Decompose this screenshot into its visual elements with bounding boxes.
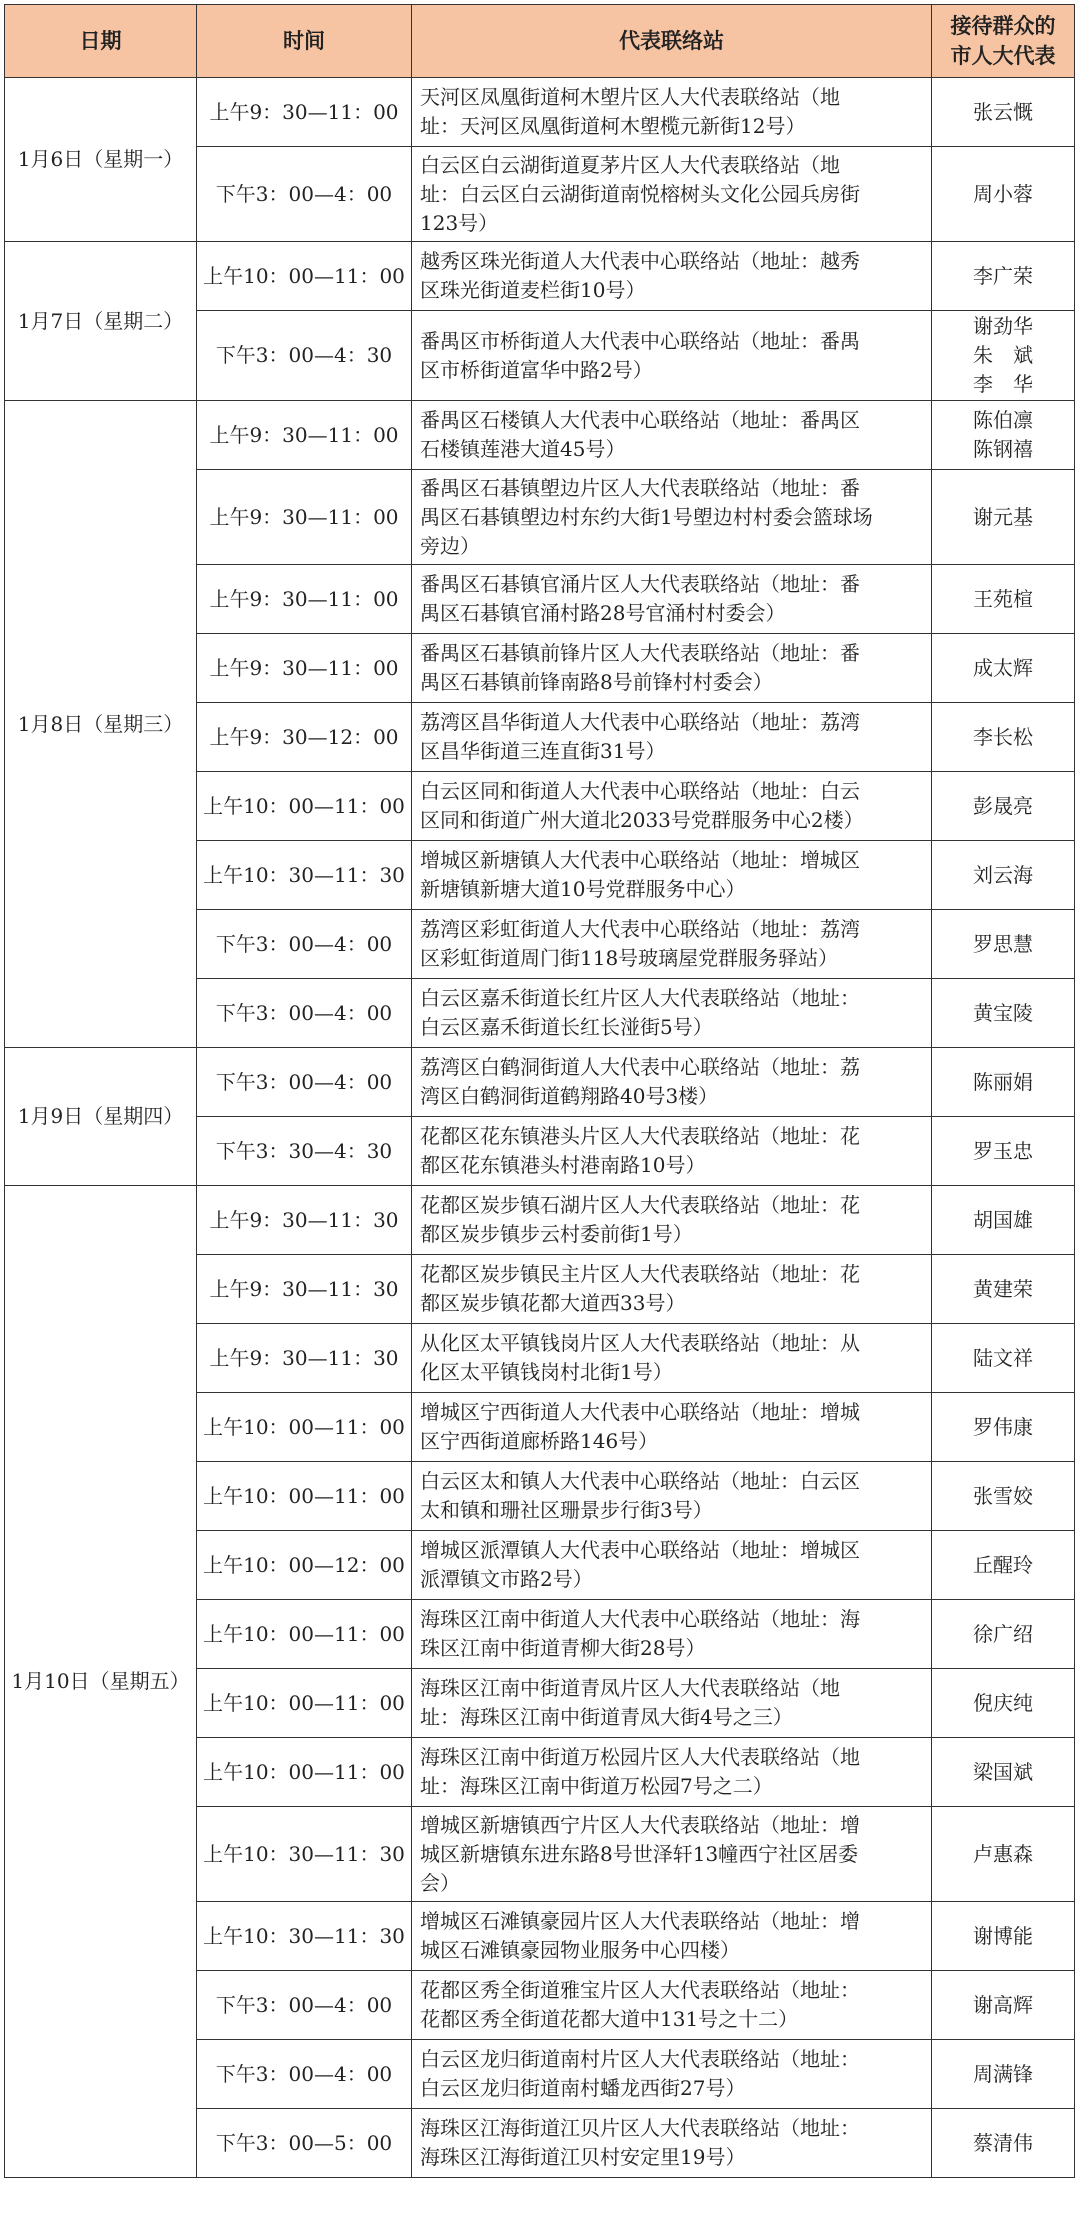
time-cell: 下午3：00—4：00 <box>197 147 412 242</box>
station-cell <box>412 401 932 470</box>
representative-cell <box>932 470 1075 565</box>
date-cell: 1月10日（星期五） <box>5 1186 197 2178</box>
table-row <box>5 401 1075 470</box>
representative-cell <box>932 1048 1075 1117</box>
time-cell: 下午3：00—4：00 <box>197 2040 412 2109</box>
representative-name: 周满锋 <box>973 2061 1033 2086</box>
station-line: 增城区新塘镇人大代表中心联络站（地址：增城区 <box>420 848 860 872</box>
representative-cell <box>932 1255 1075 1324</box>
time-cell: 下午3：00—4：00 <box>197 1971 412 2040</box>
table-row <box>5 1048 1075 1117</box>
time-cell: 上午9：30—11：30 <box>197 1186 412 1255</box>
table-row <box>5 242 1075 311</box>
time-cell: 上午10：30—11：30 <box>197 841 412 910</box>
representative-cell <box>932 565 1075 634</box>
representative-name: 李广荣 <box>973 263 1033 288</box>
station-line: 从化区太平镇钱岗片区人大代表联络站（地址：从 <box>420 1331 860 1355</box>
representative-cell <box>932 1600 1075 1669</box>
station-cell <box>412 470 932 565</box>
time-cell: 上午10：00—11：00 <box>197 242 412 311</box>
representative-cell <box>932 147 1075 242</box>
time-cell: 上午9：30—11：30 <box>197 1324 412 1393</box>
representative-name: 胡国雄 <box>973 1207 1033 1232</box>
station-line: 石楼镇莲港大道45号） <box>420 437 626 461</box>
date-cell: 1月6日（星期一） <box>5 78 197 242</box>
representative-name: 梁国斌 <box>973 1759 1033 1784</box>
station-cell <box>412 1600 932 1669</box>
station-cell <box>412 1393 932 1462</box>
representative-name: 倪庆纯 <box>973 1690 1033 1715</box>
representative-name: 李 华 <box>973 372 1033 396</box>
station-line: 禺区石碁镇塱边村东约大街1号塱边村村委会篮球场 <box>420 504 873 529</box>
station-line: 越秀区珠光街道人大代表中心联络站（地址：越秀 <box>420 249 860 273</box>
representative-cell <box>932 1902 1075 1971</box>
representative-name: 罗玉忠 <box>973 1138 1033 1163</box>
representative-cell <box>932 772 1075 841</box>
station-cell <box>412 1902 932 1971</box>
station-cell <box>412 1738 932 1807</box>
station-line: 荔湾区白鹤洞街道人大代表中心联络站（地址：荔 <box>420 1055 860 1079</box>
header-rep-line1: 接待群众的 <box>950 14 1056 38</box>
time-cell: 上午10：00—11：00 <box>197 1600 412 1669</box>
representative-cell <box>932 1669 1075 1738</box>
station-cell <box>412 2109 932 2178</box>
representative-name: 朱 斌 <box>973 343 1033 367</box>
schedule-table <box>4 4 1075 2178</box>
station-cell <box>412 1186 932 1255</box>
station-line: 白云区嘉禾街道长红片区人大代表联络站（地址： <box>420 986 860 1010</box>
representative-cell <box>932 1462 1075 1531</box>
station-line: 新塘镇新塘大道10号党群服务中心） <box>420 877 746 901</box>
representative-cell <box>932 311 1075 401</box>
representative-name: 陆文祥 <box>973 1345 1033 1370</box>
representative-cell <box>932 2109 1075 2178</box>
station-line: 番禺区市桥街道人大代表中心联络站（地址：番禺 <box>420 328 860 353</box>
representative-name: 谢博能 <box>973 1923 1033 1948</box>
time-cell: 上午9：30—11：00 <box>197 634 412 703</box>
time-cell: 下午3：00—4：00 <box>197 910 412 979</box>
schedule-body <box>5 78 1075 2178</box>
station-line: 址：海珠区江南中街道万松园7号之二） <box>420 1774 773 1798</box>
representative-cell <box>932 1324 1075 1393</box>
time-cell: 上午10：00—11：00 <box>197 1393 412 1462</box>
representative-name: 刘云海 <box>973 862 1033 887</box>
table-row <box>5 1186 1075 1255</box>
header-rep-line2: 市人大代表 <box>950 44 1056 68</box>
header-date: 日期 <box>5 5 197 78</box>
representative-name: 张雪姣 <box>973 1483 1033 1508</box>
representative-name: 陈伯凛 <box>973 408 1033 432</box>
station-line: 白云区太和镇人大代表中心联络站（地址：白云区 <box>420 1469 860 1493</box>
time-cell: 上午9：30—11：00 <box>197 470 412 565</box>
station-cell <box>412 565 932 634</box>
representative-name: 徐广绍 <box>973 1621 1033 1646</box>
station-line: 天河区凤凰街道柯木塱片区人大代表联络站（地 <box>420 85 840 109</box>
station-cell <box>412 1117 932 1186</box>
date-cell: 1月8日（星期三） <box>5 401 197 1048</box>
representative-name: 张云慨 <box>973 99 1033 124</box>
representative-cell <box>932 841 1075 910</box>
station-cell <box>412 1048 932 1117</box>
time-cell: 上午10：00—12：00 <box>197 1531 412 1600</box>
time-cell: 下午3：00—4：00 <box>197 1048 412 1117</box>
station-line: 番禺区石楼镇人大代表中心联络站（地址：番禺区 <box>420 408 860 432</box>
representative-name: 陈钢禧 <box>973 437 1033 461</box>
table-row <box>5 78 1075 147</box>
station-line: 址：白云区白云湖街道南悦榕树头文化公园兵房街 <box>420 181 860 206</box>
representative-name: 陈丽娟 <box>973 1069 1033 1094</box>
representative-cell <box>932 703 1075 772</box>
station-line: 派潭镇文市路2号） <box>420 1567 593 1591</box>
station-line: 禺区石碁镇前锋南路8号前锋村村委会） <box>420 670 773 694</box>
station-line: 都区花东镇港头村港南路10号） <box>420 1153 706 1177</box>
station-line: 海珠区江南中街道青凤片区人大代表联络站（地 <box>420 1676 840 1700</box>
station-line: 珠区江南中街道青柳大街28号） <box>420 1636 706 1660</box>
representative-name: 谢劲华 <box>973 314 1033 338</box>
station-cell <box>412 1462 932 1531</box>
station-line: 白云区龙归街道南村片区人大代表联络站（地址： <box>420 2047 860 2071</box>
header-station: 代表联络站 <box>412 5 932 78</box>
representative-cell <box>932 1738 1075 1807</box>
station-cell <box>412 1971 932 2040</box>
header-row <box>5 5 1075 78</box>
station-cell <box>412 1324 932 1393</box>
representative-cell <box>932 1531 1075 1600</box>
representative-cell <box>932 2040 1075 2109</box>
station-line: 番禺区石碁镇前锋片区人大代表联络站（地址：番 <box>420 641 860 665</box>
station-line: 花都区炭步镇民主片区人大代表联络站（地址：花 <box>420 1262 860 1286</box>
representative-name: 丘醒玲 <box>973 1552 1033 1577</box>
representative-cell <box>932 1117 1075 1186</box>
station-line: 花都区秀全街道雅宝片区人大代表联络站（地址： <box>420 1978 860 2002</box>
time-cell: 下午3：00—5：00 <box>197 2109 412 2178</box>
station-line: 海珠区江海街道江贝片区人大代表联络站（地址： <box>420 2116 860 2140</box>
station-line: 增城区宁西街道人大代表中心联络站（地址：增城 <box>420 1400 860 1424</box>
time-cell: 上午9：30—12：00 <box>197 703 412 772</box>
representative-name: 罗思慧 <box>973 931 1033 956</box>
station-line: 增城区石滩镇豪园片区人大代表联络站（地址：增 <box>420 1909 860 1933</box>
station-cell <box>412 1669 932 1738</box>
station-cell <box>412 2040 932 2109</box>
station-line: 白云区同和街道人大代表中心联络站（地址：白云 <box>420 779 860 803</box>
station-cell <box>412 772 932 841</box>
station-line: 番禺区石碁镇官涌片区人大代表联络站（地址：番 <box>420 572 860 596</box>
station-line: 白云区白云湖街道夏茅片区人大代表联络站（地 <box>420 152 840 177</box>
date-cell: 1月9日（星期四） <box>5 1048 197 1186</box>
representative-name: 卢惠森 <box>973 1841 1033 1866</box>
station-line: 增城区派潭镇人大代表中心联络站（地址：增城区 <box>420 1538 860 1562</box>
station-line: 城区新塘镇东进东路8号世泽轩13幢西宁社区居委 <box>420 1841 859 1866</box>
station-cell <box>412 1531 932 1600</box>
time-cell: 上午9：30—11：00 <box>197 401 412 470</box>
time-cell: 上午9：30—11：00 <box>197 78 412 147</box>
station-line: 化区太平镇钱岗村北街1号） <box>420 1360 673 1384</box>
representative-cell <box>932 242 1075 311</box>
representative-cell <box>932 78 1075 147</box>
station-line: 太和镇和珊社区珊景步行街3号） <box>420 1498 713 1522</box>
station-line: 禺区石碁镇官涌村路28号官涌村村委会） <box>420 601 786 625</box>
station-line: 湾区白鹤洞街道鹤翔路40号3楼） <box>420 1084 719 1108</box>
representative-cell <box>932 910 1075 979</box>
representative-name: 彭晟亮 <box>973 793 1033 818</box>
time-cell: 下午3：00—4：30 <box>197 311 412 401</box>
time-cell: 下午3：00—4：00 <box>197 979 412 1048</box>
station-line: 旁边） <box>420 533 480 558</box>
time-cell: 上午9：30—11：00 <box>197 565 412 634</box>
representative-name: 蔡清伟 <box>973 2130 1033 2155</box>
station-line: 区昌华街道三连直街31号） <box>420 739 666 763</box>
station-line: 址：海珠区江南中街道青凤大街4号之三） <box>420 1705 793 1729</box>
station-cell <box>412 634 932 703</box>
time-cell: 上午10：00—11：00 <box>197 1738 412 1807</box>
representative-cell <box>932 1971 1075 2040</box>
representative-name: 罗伟康 <box>973 1414 1033 1439</box>
station-line: 区市桥街道富华中路2号） <box>420 357 653 382</box>
station-line: 荔湾区昌华街道人大代表中心联络站（地址：荔湾 <box>420 710 860 734</box>
station-line: 花都区花东镇港头片区人大代表联络站（地址：花 <box>420 1124 860 1148</box>
station-line: 番禺区石碁镇塱边片区人大代表联络站（地址：番 <box>420 475 860 500</box>
station-line: 会） <box>420 1870 460 1895</box>
station-line: 区宁西街道廊桥路146号） <box>420 1429 659 1453</box>
station-line: 区珠光街道麦栏街10号） <box>420 278 646 302</box>
station-line: 区彩虹街道周门街118号玻璃屋党群服务驿站） <box>420 946 839 970</box>
station-cell <box>412 78 932 147</box>
representative-name: 成太辉 <box>973 655 1033 680</box>
station-line: 增城区新塘镇西宁片区人大代表联络站（地址：增 <box>420 1812 860 1837</box>
station-line: 123号） <box>420 210 499 235</box>
station-cell <box>412 1807 932 1902</box>
representative-name: 黄建荣 <box>973 1276 1033 1301</box>
time-cell: 上午10：30—11：30 <box>197 1807 412 1902</box>
representative-cell <box>932 634 1075 703</box>
representative-name: 李长松 <box>973 724 1033 749</box>
station-cell <box>412 1255 932 1324</box>
representative-cell <box>932 1393 1075 1462</box>
station-cell <box>412 147 932 242</box>
representative-name: 周小蓉 <box>973 181 1033 206</box>
time-cell: 上午10：00—11：00 <box>197 1462 412 1531</box>
station-line: 白云区嘉禾街道长红长湴街5号） <box>420 1015 713 1039</box>
station-cell <box>412 703 932 772</box>
representative-name: 谢元基 <box>973 504 1033 529</box>
representative-cell <box>932 1807 1075 1902</box>
representative-name: 王苑楦 <box>973 586 1033 611</box>
time-cell: 上午10：30—11：30 <box>197 1902 412 1971</box>
representative-name: 谢高辉 <box>973 1992 1033 2017</box>
station-cell <box>412 242 932 311</box>
station-cell <box>412 910 932 979</box>
station-cell <box>412 311 932 401</box>
station-cell <box>412 841 932 910</box>
time-cell: 下午3：30—4：30 <box>197 1117 412 1186</box>
header-time: 时间 <box>197 5 412 78</box>
station-line: 白云区龙归街道南村蟠龙西街27号） <box>420 2076 746 2100</box>
station-line: 都区炭步镇步云村委前街1号） <box>420 1222 693 1246</box>
station-line: 城区石滩镇豪园物业服务中心四楼） <box>420 1938 740 1962</box>
station-line: 区同和街道广州大道北2033号党群服务中心2楼） <box>420 808 864 832</box>
representative-cell <box>932 979 1075 1048</box>
representative-cell <box>932 401 1075 470</box>
station-line: 花都区炭步镇石湖片区人大代表联络站（地址：花 <box>420 1193 860 1217</box>
station-cell <box>412 979 932 1048</box>
representative-cell <box>932 1186 1075 1255</box>
time-cell: 上午10：00—11：00 <box>197 1669 412 1738</box>
station-line: 都区炭步镇花都大道西33号） <box>420 1291 686 1315</box>
station-line: 荔湾区彩虹街道人大代表中心联络站（地址：荔湾 <box>420 917 860 941</box>
time-cell: 上午10：00—11：00 <box>197 772 412 841</box>
header-representative <box>932 5 1075 78</box>
time-cell: 上午9：30—11：30 <box>197 1255 412 1324</box>
station-line: 海珠区江南中街道人大代表中心联络站（地址：海 <box>420 1607 860 1631</box>
date-cell: 1月7日（星期二） <box>5 242 197 401</box>
station-line: 址：天河区凤凰街道柯木塱榄元新街12号） <box>420 114 806 138</box>
station-line: 花都区秀全街道花都大道中131号之十二） <box>420 2007 799 2031</box>
station-line: 海珠区江海街道江贝村安定里19号） <box>420 2145 746 2169</box>
station-line: 海珠区江南中街道万松园片区人大代表联络站（地 <box>420 1745 860 1769</box>
representative-name: 黄宝陵 <box>973 1000 1033 1025</box>
